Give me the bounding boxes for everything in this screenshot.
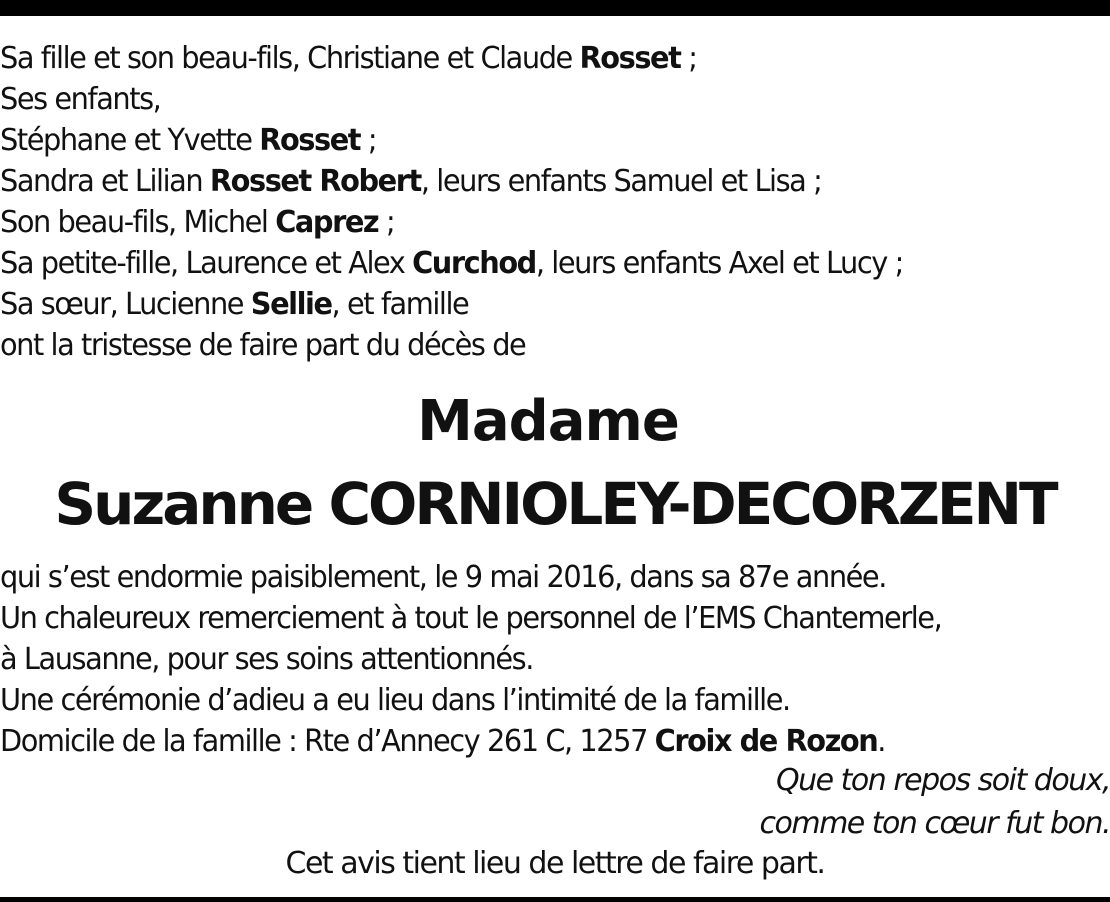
announcement-line [0,161,1066,202]
announcement-line [0,38,1066,79]
line-text: ; [360,123,377,158]
family-announcement [0,38,1110,366]
line-text: Domicile de la famille : Rte d’Annecy 261 C, 1257 [0,724,655,759]
line-text: ont la tristesse de faire part du décès de [0,328,526,363]
line-text: Stéphane et Yvette [0,123,260,158]
body-line [0,598,1066,639]
body-line [0,557,1066,598]
line-text: , leurs enfants Samuel et Lisa ; [420,164,822,199]
surname: Sellie [250,287,332,322]
line-text: Une cérémonie d’adieu a eu lieu dans l’intimité de la famille. [0,683,790,718]
line-text: Sa sœur, Lucienne [0,287,251,322]
epitaph-line-2: comme ton cœur fut bon. [759,806,1110,841]
body-line [0,721,1066,762]
line-text: . [877,724,886,759]
line-text: ; [378,205,395,240]
announcement-body [0,557,1110,762]
surname: Rosset Robert [209,164,421,199]
footer-note: Cet avis tient lieu de lettre de faire part. [285,846,825,881]
line-text: Son beau-fils, Michel [0,205,276,240]
surname: Caprez [275,205,379,240]
announcement-line [0,79,1066,120]
announcement-line [0,120,1066,161]
line-text: , et famille [331,287,469,322]
surname: Curchod [412,246,536,281]
surname: Rosset [579,41,681,76]
line-text: ; [680,41,697,76]
line-text: à Lausanne, pour ses soins attentionnés. [0,642,533,677]
epitaph-line-1: Que ton repos soit doux, [776,763,1110,798]
announcement-line [0,284,1066,325]
bottom-rule [0,897,1110,902]
announcement-line [0,325,1066,366]
line-text: qui s’est endormie paisiblement, le 9 mai 2016, dans sa 87e année. [0,560,886,595]
line-text: Sa petite-fille, Laurence et Alex [0,246,413,281]
line-text: Sandra et Lilian [0,164,210,199]
body-line [0,680,1066,721]
line-text: Ses enfants, [0,82,161,117]
line-text: Sa fille et son beau-fils, Christiane et Claude [0,41,580,76]
body-line [0,639,1066,680]
surname: Rosset [259,123,361,158]
announcement-line [0,243,1066,284]
announcement-line [0,202,1066,243]
line-text: Un chaleureux remerciement à tout le personnel de l’EMS Chantemerle, [0,601,942,636]
deceased-name: Suzanne CORNIOLEY-DECORZENT [54,470,1056,538]
top-rule [0,0,1110,16]
honorific-title: Madame [417,389,679,454]
line-text: , leurs enfants Axel et Lucy ; [535,246,903,281]
place-name: Croix de Rozon [654,724,878,759]
